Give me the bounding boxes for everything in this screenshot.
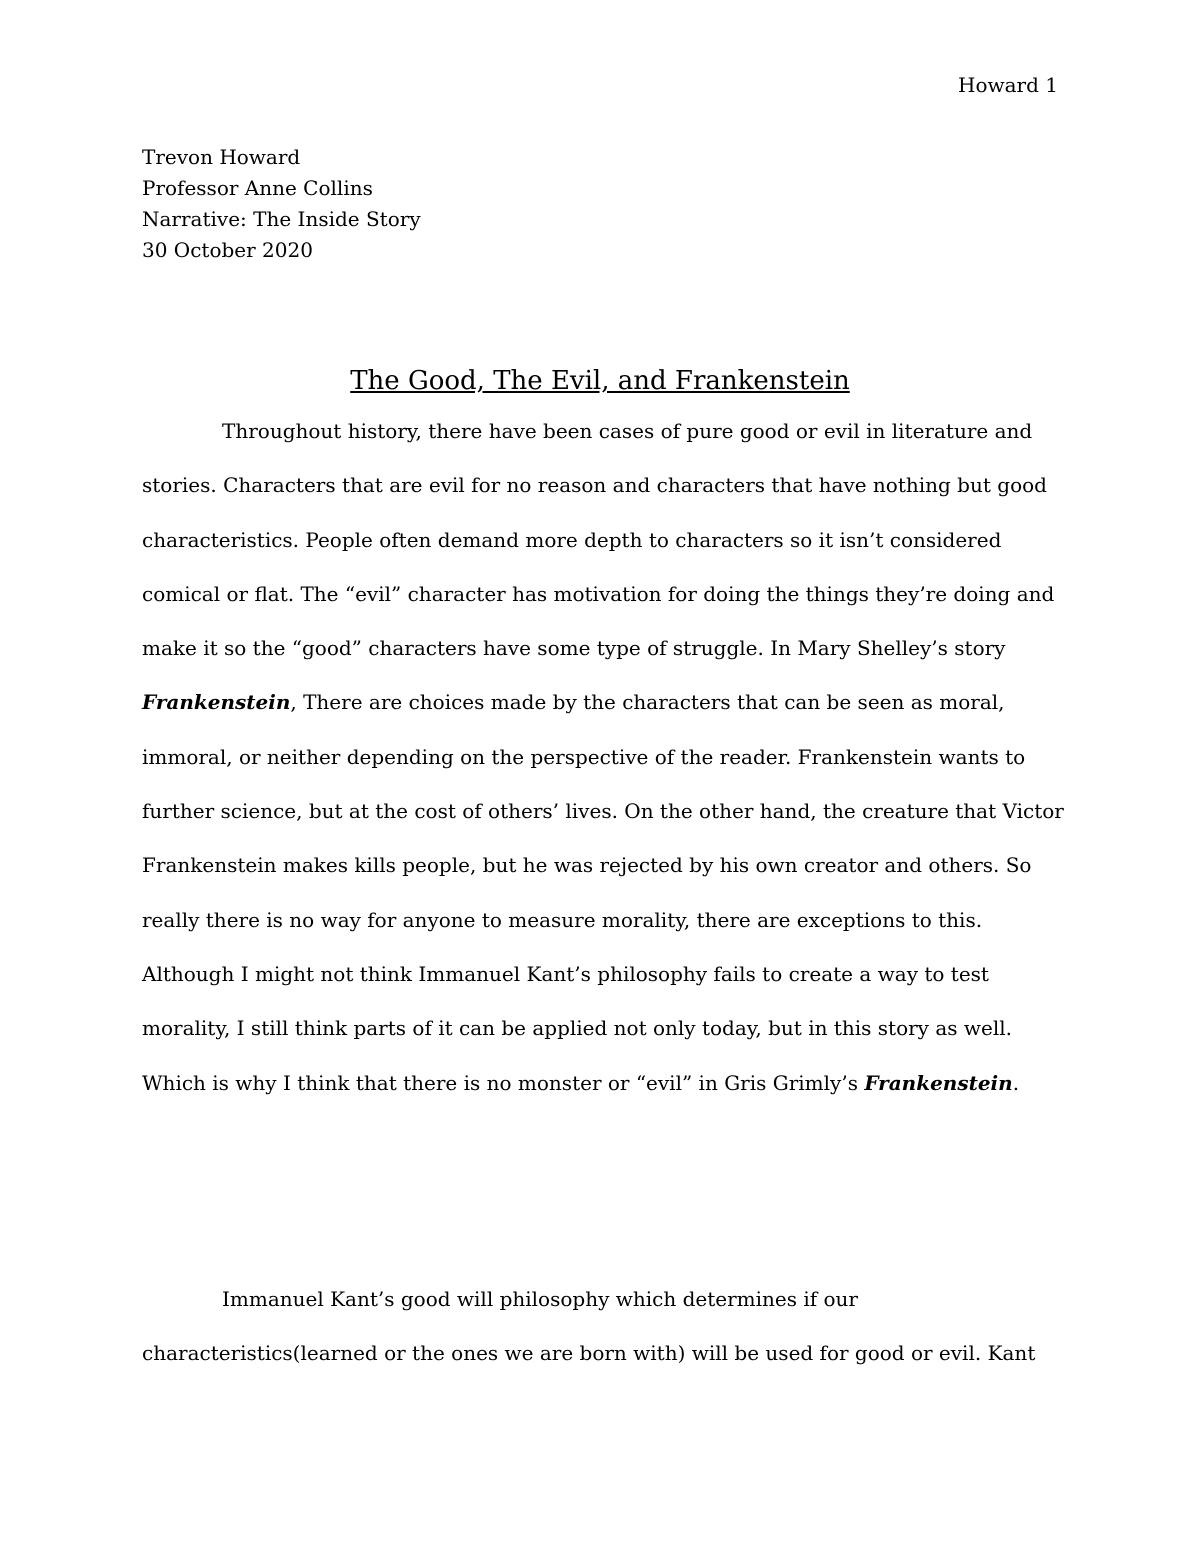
mla-heading [142,142,421,266]
paragraph-line: Frankenstein makes kills people, but he was rejected by his own creator and others. So [142,853,1032,878]
student-name: Trevon Howard [142,145,301,169]
paragraph-line: stories. Characters that are evil for no reason and characters that have nothing but good [142,473,1047,498]
essay-title: The Good, The Evil, and Frankenstein [350,366,850,396]
paragraph-line [142,1068,1058,1122]
book-title-italic: Frankenstein [142,690,291,715]
paragraph-line [142,687,1058,741]
essay-date: 30 October 2020 [142,238,313,262]
line-text: Which is why I think that there is no monster or “evil” in Gris Grimly’s [142,1070,865,1095]
paragraph-line: characteristics(learned or the ones we are born with) will be used for good or evil. Kant [142,1341,1036,1366]
paragraph-line: make it so the “good” characters have some type of struggle. In Mary Shelley’s story [142,636,1006,661]
paragraph-line: immoral, or neither depending on the perspective of the reader. Frankenstein wants to [142,744,1026,769]
paragraph-line: really there is no way for anyone to measure morality, there are exceptions to this. [142,907,983,932]
course-name: Narrative: The Inside Story [142,207,421,231]
paragraph-line: morality, I still think parts of it can be applied not only today, but in this story as well. [142,1016,1012,1041]
book-title-italic: Frankenstein [864,1070,1013,1095]
line-text: , There are choices made by the characters that can be seen as moral, [290,690,1005,715]
paragraph-1 [142,416,1064,1122]
line-text: . [1012,1070,1020,1095]
paragraph-line: Immanuel Kant’s good will philosophy which determines if our [222,1287,858,1311]
paragraph-line: characteristics. People often demand more depth to characters so it isn’t considered [142,527,1002,552]
paragraph-line: further science, but at the cost of others’ lives. On the other hand, the creature that Victor [142,799,1064,824]
paragraph-line: Although I might not think Immanuel Kant’s philosophy fails to create a way to test [142,961,989,986]
paragraph-line: Throughout history, there have been cases of pure good or evil in literature and [222,419,1033,443]
paragraph-line: comical or flat. The “evil” character has motivation for doing the things they’re doing and [142,581,1055,606]
running-head: Howard 1 [958,73,1058,97]
paragraph-2 [142,1284,1058,1393]
professor-name: Professor Anne Collins [142,176,373,200]
